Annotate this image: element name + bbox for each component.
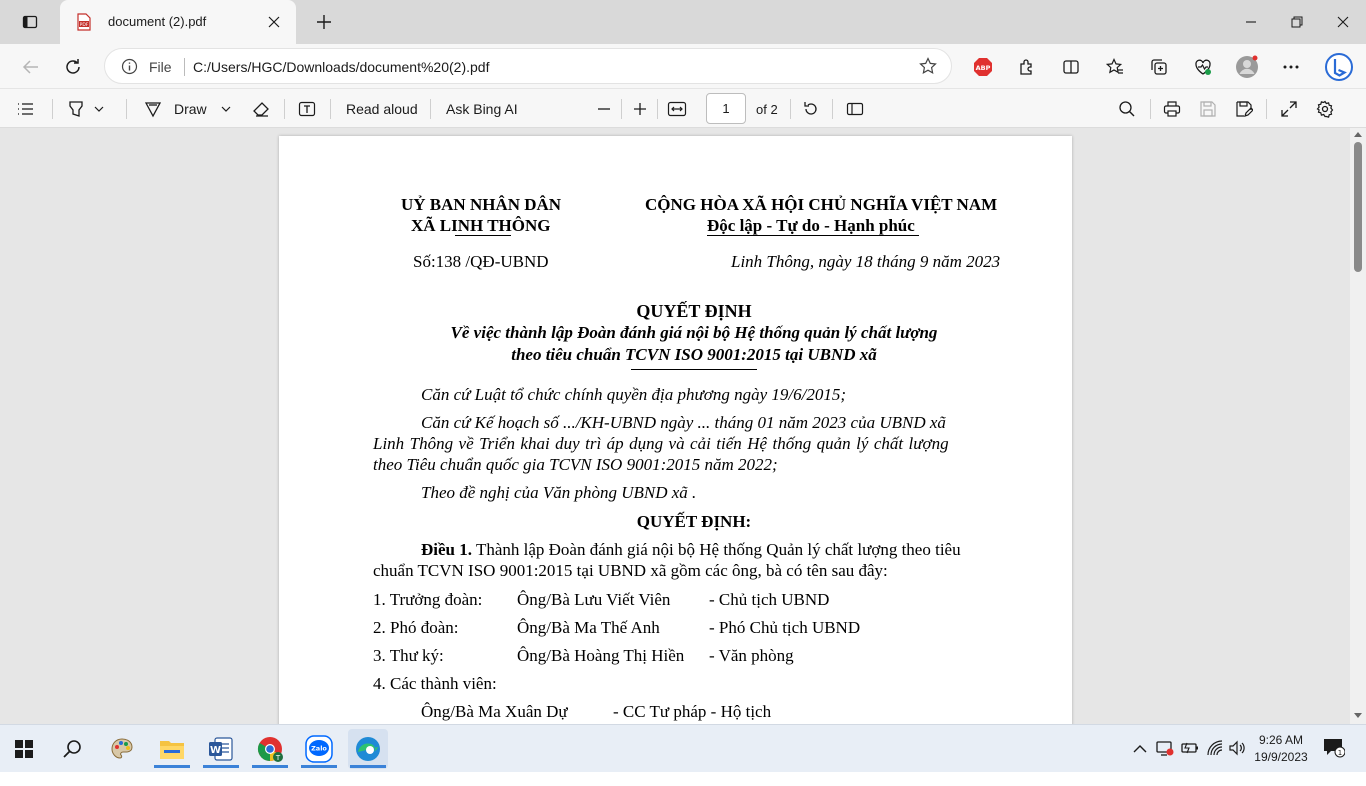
zoom-in-button[interactable] (632, 95, 648, 123)
volume-control[interactable] (1228, 739, 1246, 760)
text-icon (298, 100, 316, 118)
maximize-icon (1291, 16, 1303, 28)
favorites-icon (1106, 58, 1124, 76)
member-name: Ông/Bà Ma Xuân Dự (421, 702, 568, 721)
browser-essentials-button[interactable] (1188, 52, 1218, 82)
new-tab-button[interactable] (312, 10, 336, 34)
issuer-line2: XÃ LINH THÔNG (411, 216, 551, 235)
vertical-scrollbar[interactable] (1350, 128, 1366, 724)
scroll-down-icon[interactable] (1353, 712, 1363, 720)
close-tab-button[interactable] (264, 12, 284, 32)
bottom-strip (0, 772, 1366, 786)
taskbar-search-button[interactable] (52, 729, 92, 769)
member-name: Ông/Bà Hoàng Thị Hiền (517, 646, 685, 665)
pdf-icon (76, 13, 92, 31)
taskbar-edge[interactable] (348, 729, 388, 769)
network-icon (1156, 739, 1174, 757)
restore-button[interactable] (1274, 0, 1320, 44)
tab-actions-button[interactable] (14, 10, 46, 34)
svg-text:W: W (209, 745, 222, 756)
legal-basis-2-line3: theo Tiêu chuẩn quốc gia TCVN ISO 9001:2015 năm 2022; (373, 455, 778, 474)
scroll-thumb[interactable] (1354, 142, 1362, 272)
legal-basis-3: Theo đề nghị của Văn phòng UBND xã . (421, 483, 697, 502)
member-position: - CC Tư pháp - Hộ tịch (613, 702, 772, 721)
draw-icon (144, 100, 162, 118)
adblock-button[interactable] (968, 52, 998, 82)
read-aloud-button[interactable]: Read aloud (346, 101, 418, 117)
toolbar-divider (832, 99, 833, 119)
notification-center[interactable] (1323, 738, 1345, 761)
article-1-text: Thành lập Đoàn đánh giá nội bộ Hệ thống Quản lý chất lượng theo tiêu (472, 540, 961, 559)
notification-count: 1 (1337, 749, 1343, 757)
zoom-out-icon (596, 101, 612, 117)
fit-width-icon (667, 101, 687, 117)
ask-bing-button[interactable]: Ask Bing AI (446, 101, 518, 117)
page-view-icon (846, 101, 864, 117)
title-bar (0, 0, 1366, 44)
close-icon (1337, 16, 1349, 28)
place-date: Linh Thông, ngày 18 tháng 9 năm 2023 (731, 252, 1001, 271)
chevron-up-icon (1133, 744, 1147, 754)
draw-label: Draw (174, 101, 207, 117)
article-1-line1 (421, 539, 961, 560)
legal-basis-1: Căn cứ Luật tổ chức chính quyền địa phương ngày 19/6/2015; (421, 385, 846, 404)
zoom-in-icon (632, 101, 648, 117)
info-icon (121, 58, 138, 75)
member-role: 2. Phó đoàn: (373, 618, 459, 637)
chevron-down-icon (221, 106, 231, 112)
taskbar (0, 724, 1366, 772)
highlight-icon (66, 100, 86, 118)
volume-icon (1228, 739, 1246, 757)
split-screen-button[interactable] (1056, 52, 1086, 82)
file-explorer-icon (159, 737, 185, 761)
issuer-underline (455, 235, 511, 236)
scroll-up-icon[interactable] (1353, 130, 1363, 138)
extensions-button[interactable] (1012, 52, 1042, 82)
taskbar-search-icon (62, 739, 82, 759)
settings-icon (1316, 100, 1334, 118)
article-1-line2: chuẩn TCVN ISO 9001:2015 tại UBND xã gồm các ông, bà có tên sau đây: (373, 561, 888, 580)
save-button[interactable] (1199, 95, 1217, 123)
member-position: - Chủ tịch UBND (709, 590, 830, 609)
back-icon (22, 58, 40, 76)
motto-underline (707, 235, 919, 236)
taskbar-file-explorer[interactable] (152, 729, 192, 769)
battery-icon (1181, 739, 1199, 757)
print-icon (1163, 100, 1181, 118)
address-divider (184, 58, 185, 76)
nation-title: CỘNG HÒA XÃ HỘI CHỦ NGHĨA VIỆT NAM (645, 195, 998, 214)
toolbar-divider (657, 99, 658, 119)
bing-icon (1324, 52, 1354, 82)
svg-text:ABP: ABP (975, 64, 991, 72)
issuer-line1: UỶ BAN NHÂN DÂN (401, 195, 562, 214)
pdf-toolbar (0, 88, 1366, 128)
profile-icon (1235, 55, 1259, 79)
member-position: - Văn phòng (709, 646, 794, 665)
word-icon (208, 736, 234, 762)
rotate-icon (802, 100, 820, 118)
rotate-button[interactable] (802, 95, 820, 123)
back-button[interactable] (16, 52, 46, 82)
taskbar-paint[interactable] (102, 729, 142, 769)
windows-start-icon (15, 740, 33, 758)
more-icon (1283, 65, 1299, 69)
toolbar-divider (1266, 99, 1267, 119)
document-number: Số:138 /QĐ-UBND (413, 252, 549, 271)
member-position: - Phó Chủ tịch UBND (709, 618, 861, 637)
toolbar-divider (621, 99, 622, 119)
svg-text:PDF: PDF (79, 23, 89, 28)
fullscreen-button[interactable] (1280, 95, 1298, 123)
taskbar-zalo[interactable] (299, 729, 339, 769)
pdf-viewer[interactable] (0, 128, 1366, 724)
document-subtitle-line1: Về việc thành lập Đoàn đánh giá nội bộ Hệ thống quản lý chất lượng (450, 323, 938, 342)
member-name: Ông/Bà Ma Thế Anh (517, 618, 660, 637)
member-name: Ông/Bà Lưu Viết Viên (517, 590, 671, 609)
wifi-status[interactable] (1206, 739, 1224, 760)
minimize-button[interactable] (1228, 0, 1274, 44)
draw-button[interactable] (144, 95, 231, 123)
url-text[interactable]: C:/Users/HGC/Downloads/document%20(2).pdf (193, 59, 490, 75)
active-tab[interactable] (60, 0, 296, 44)
svg-text:T: T (275, 754, 281, 762)
members-heading: 4. Các thành viên: (373, 674, 497, 693)
legal-basis-2-line2: Linh Thông về Triển khai duy trì áp dụng và cải tiến Hệ thống quản lý chất lượng (373, 434, 949, 453)
close-window-button[interactable] (1320, 0, 1366, 44)
close-icon (268, 16, 280, 28)
nation-motto: Độc lập - Tự do - Hạnh phúc (707, 216, 915, 235)
print-button[interactable] (1163, 95, 1181, 123)
start-button[interactable] (4, 729, 44, 769)
zalo-icon (305, 735, 333, 763)
title-underline (631, 369, 757, 370)
toolbar-divider (284, 99, 285, 119)
favorites-button[interactable] (1100, 52, 1130, 82)
toolbar-divider (126, 99, 127, 119)
collections-icon (1150, 58, 1168, 76)
fullscreen-icon (1280, 100, 1298, 118)
contents-button[interactable] (16, 95, 36, 123)
page-view-button[interactable] (846, 95, 864, 123)
zalo-label: Zalo (311, 744, 327, 753)
show-hidden-icons[interactable] (1133, 742, 1147, 757)
toolbar-divider (330, 99, 331, 119)
refresh-icon (64, 58, 82, 76)
split-screen-icon (1062, 58, 1080, 76)
chevron-down-icon (94, 106, 104, 112)
navigation-bar (0, 44, 1366, 88)
toolbar-divider (790, 99, 791, 119)
fit-width-button[interactable] (667, 95, 687, 123)
contents-icon (16, 101, 36, 117)
edge-icon (354, 735, 382, 763)
tab-title: document (2).pdf (108, 14, 207, 29)
page-total: of 2 (756, 101, 778, 117)
profile-button[interactable] (1232, 52, 1262, 82)
eraser-icon (252, 100, 270, 118)
toolbar-divider (52, 99, 53, 119)
article-1-label: Điều 1. (421, 540, 472, 559)
page-number-input[interactable]: 1 (706, 93, 746, 124)
adblock-icon (973, 57, 993, 77)
taskbar-chrome[interactable] (250, 729, 290, 769)
paint-icon (109, 736, 135, 762)
settings-button[interactable] (1316, 95, 1334, 123)
notification-icon (1323, 738, 1345, 758)
toolbar-divider (1150, 99, 1151, 119)
toolbar-divider (430, 99, 431, 119)
system-clock[interactable] (1248, 732, 1314, 766)
clock-date: 19/9/2023 (1254, 750, 1308, 764)
tab-actions-icon (22, 14, 38, 30)
network-status[interactable] (1156, 739, 1174, 760)
search-button[interactable] (1118, 95, 1136, 123)
collections-button[interactable] (1144, 52, 1174, 82)
legal-basis-2-line1: Căn cứ Kế hoạch số .../KH-UBND ngày ... tháng 01 năm 2023 của UBND xã (421, 413, 946, 432)
wifi-icon (1206, 739, 1224, 757)
save-as-button[interactable] (1235, 95, 1253, 123)
search-icon (1118, 100, 1136, 118)
zoom-out-button[interactable] (596, 95, 612, 123)
pdf-page (279, 136, 1072, 724)
document-title: QUYẾT ĐỊNH (636, 301, 752, 321)
address-bar[interactable] (104, 48, 952, 84)
browser-essentials-icon (1194, 58, 1212, 76)
file-scheme-label: File (149, 59, 172, 75)
chrome-icon (256, 735, 284, 763)
member-role: 1. Trưởng đoàn: (373, 590, 483, 609)
battery-status[interactable] (1181, 739, 1199, 760)
save-icon (1199, 100, 1217, 118)
document-subtitle-line2: theo tiêu chuẩn TCVN ISO 9001:2015 tại UBND xã (511, 345, 877, 364)
taskbar-word[interactable] (201, 729, 241, 769)
eraser-button[interactable] (252, 95, 270, 123)
extensions-icon (1018, 58, 1036, 76)
minimize-icon (1245, 16, 1257, 28)
member-role: 3. Thư ký: (373, 646, 444, 665)
refresh-button[interactable] (58, 52, 88, 82)
plus-icon (316, 14, 332, 30)
highlight-button[interactable] (66, 95, 104, 123)
more-button[interactable] (1276, 52, 1306, 82)
decision-heading: QUYẾT ĐỊNH: (636, 512, 752, 531)
save-as-icon (1235, 100, 1253, 118)
clock-time: 9:26 AM (1258, 733, 1304, 747)
add-text-button[interactable] (298, 95, 316, 123)
bing-button[interactable] (1322, 50, 1356, 84)
star-icon[interactable] (919, 57, 937, 75)
